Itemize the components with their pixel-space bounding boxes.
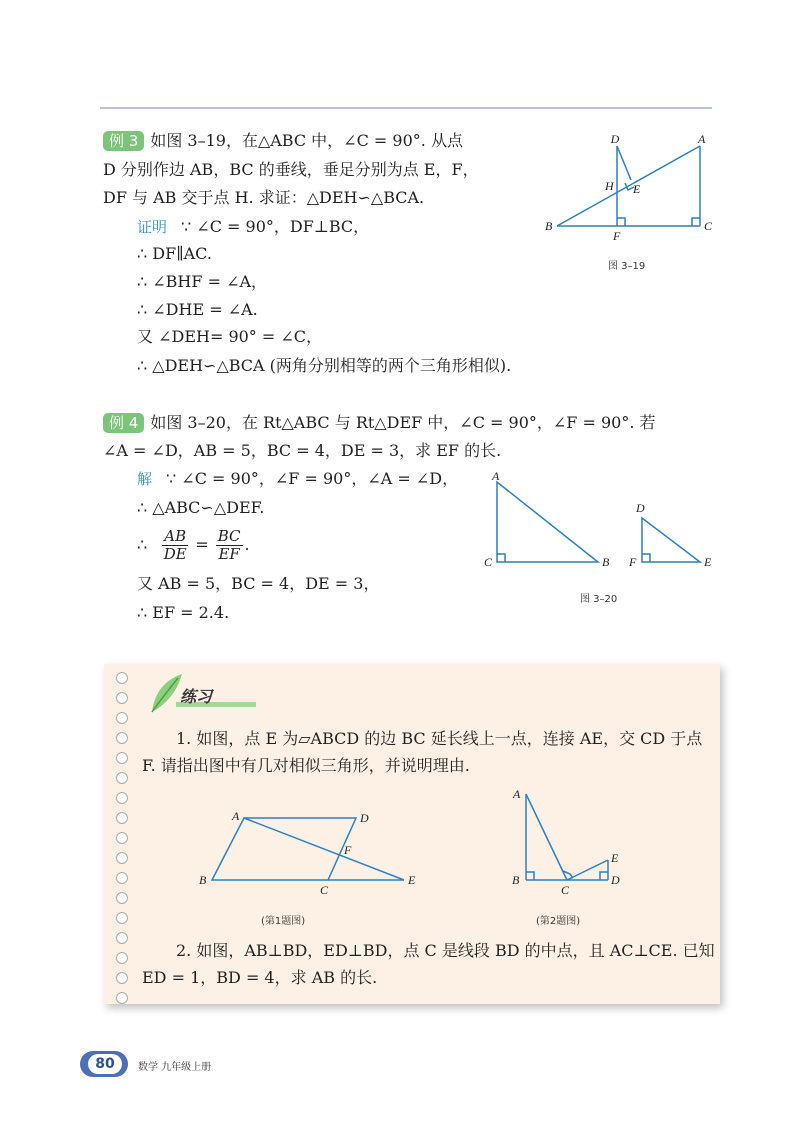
label-E: E bbox=[633, 182, 641, 196]
example3-badge: 例 3 bbox=[103, 131, 144, 151]
label-A3: A bbox=[232, 809, 240, 823]
page-number: 80 bbox=[88, 1054, 122, 1074]
proof-line1-text: ∵ ∠C = 90°，DF⊥BC， bbox=[181, 217, 370, 236]
example3-proof-line2: ∴ DF∥AC. bbox=[137, 244, 212, 263]
binder-ring bbox=[116, 952, 128, 964]
example4-solution-line3 bbox=[137, 528, 250, 563]
exercise-q1-line1: 1. 如图，点 E 为▱ABCD 的边 BC 延长线上一点，连接 AE，交 CD 于点 bbox=[176, 729, 703, 748]
fraction-num-ab: AB bbox=[164, 527, 187, 545]
example4-line1 bbox=[103, 412, 656, 434]
fraction-period: . bbox=[244, 535, 250, 554]
label-H: H bbox=[605, 179, 614, 193]
example3-proof-line6: ∴ △DEH∽△BCA (两角分别相等的两个三角形相似). bbox=[137, 356, 512, 375]
example3-line2: D 分别作边 AB，BC 的垂线，垂足分别为点 E，F， bbox=[103, 160, 479, 179]
label-C4: C bbox=[561, 883, 570, 897]
figure-3-20 bbox=[480, 468, 720, 578]
right-angle-D bbox=[600, 872, 608, 880]
label-E2: E bbox=[704, 555, 712, 569]
example3-proof-line3: ∴ ∠BHF = ∠A， bbox=[137, 272, 268, 291]
example4-badge: 例 4 bbox=[103, 413, 144, 433]
example4-line1-text: 如图 3–20，在 Rt△ABC 与 Rt△DEF 中，∠C = 90°，∠F = 90°. 若 bbox=[150, 413, 656, 432]
label-F2: F bbox=[629, 555, 637, 569]
right-angle-C bbox=[692, 218, 700, 226]
label-B4: B bbox=[512, 873, 520, 887]
label-D: D bbox=[610, 132, 620, 146]
header-rule bbox=[100, 107, 712, 109]
binder-ring bbox=[116, 752, 128, 764]
right-angle-F2 bbox=[642, 554, 650, 562]
label-A2: A bbox=[492, 469, 500, 483]
fraction-den-de: DE bbox=[163, 545, 187, 563]
segment-AE bbox=[244, 818, 404, 880]
binder-ring bbox=[116, 912, 128, 924]
example4-solution-line4: 又 AB = 5，BC = 4，DE = 3， bbox=[137, 574, 380, 593]
exercise-q2-line1: 2. 如图，AB⊥BD，ED⊥BD，点 C 是线段 BD 的中点，且 AC⊥CE. 已知 bbox=[176, 941, 715, 960]
label-B3: B bbox=[199, 873, 207, 887]
label-E3: E bbox=[408, 873, 416, 887]
example4-solution-line1 bbox=[137, 468, 458, 490]
figure-problem-1 bbox=[192, 806, 432, 896]
figure-problem-2 bbox=[505, 782, 635, 897]
caption-3-20: 图 3–20 bbox=[580, 594, 618, 605]
label-A: A bbox=[698, 132, 706, 146]
example3-proof-line1 bbox=[137, 216, 369, 238]
label-F3: F bbox=[344, 843, 352, 857]
binder-ring bbox=[116, 712, 128, 724]
segment-AC bbox=[526, 794, 567, 880]
figure-3-19 bbox=[540, 130, 720, 245]
fraction-num-bc: BC bbox=[217, 527, 241, 545]
segment-DE bbox=[617, 146, 631, 180]
label-C2: C bbox=[484, 555, 493, 569]
proof-keyword: 证明 bbox=[137, 218, 168, 236]
label-B2: B bbox=[602, 555, 610, 569]
caption-problem-1: (第1题图) bbox=[261, 916, 306, 927]
right-angle-B bbox=[526, 872, 534, 880]
example3-line1-text: 如图 3–19，在△ABC 中，∠C = 90°. 从点 bbox=[150, 131, 463, 150]
right-angle-C2 bbox=[497, 554, 505, 562]
binder-ring bbox=[116, 932, 128, 944]
binder-ring bbox=[116, 772, 128, 784]
example3-proof-line5: 又 ∠DEH= 90° = ∠C， bbox=[137, 327, 323, 346]
binder-ring bbox=[116, 672, 128, 684]
fraction-equals: = bbox=[195, 535, 209, 554]
example3-proof-line4: ∴ ∠DHE = ∠A. bbox=[137, 300, 258, 319]
label-D4: D bbox=[611, 873, 620, 887]
label-D2: D bbox=[636, 501, 645, 515]
binder-ring bbox=[116, 972, 128, 984]
example3-line3: DF 与 AB 交于点 H. 求证：△DEH∽△BCA. bbox=[103, 188, 425, 207]
right-angle-F bbox=[617, 218, 625, 226]
binder-ring bbox=[116, 732, 128, 744]
book-title: 数学 九年级上册 bbox=[138, 1062, 212, 1073]
binder-ring bbox=[116, 872, 128, 884]
therefore-symbol: ∴ bbox=[137, 535, 148, 554]
exercise-q1-line2: F. 请指出图中有几对相似三角形，并说明理由. bbox=[142, 756, 470, 775]
binder-ring bbox=[116, 832, 128, 844]
example4-line2: ∠A = ∠D，AB = 5，BC = 4，DE = 3，求 EF 的长. bbox=[103, 441, 502, 460]
label-C3: C bbox=[320, 883, 329, 896]
binder-ring bbox=[116, 812, 128, 824]
example4-solution-line2: ∴ △ABC∽△DEF. bbox=[137, 498, 265, 517]
triangle-ABC bbox=[497, 482, 598, 562]
leaf-icon bbox=[148, 672, 184, 714]
solution-line1-text: ∵ ∠C = 90°，∠F = 90°，∠A = ∠D， bbox=[166, 469, 459, 488]
solution-keyword: 解 bbox=[137, 470, 153, 488]
exercise-title: 练习 bbox=[180, 687, 213, 706]
binder-ring bbox=[116, 692, 128, 704]
segment-BA bbox=[557, 146, 700, 226]
label-C: C bbox=[704, 219, 713, 233]
label-A4: A bbox=[513, 787, 521, 801]
label-B: B bbox=[545, 219, 553, 233]
exercise-q2-line2: ED = 1，BD = 4，求 AB 的长. bbox=[142, 968, 378, 987]
caption-3-19: 图 3–19 bbox=[608, 261, 646, 272]
binder-ring bbox=[116, 992, 128, 1004]
example3-line1 bbox=[103, 130, 463, 152]
label-D3: D bbox=[360, 811, 369, 825]
fraction-ab-de bbox=[162, 528, 188, 563]
binder-ring bbox=[116, 792, 128, 804]
binder-ring bbox=[116, 852, 128, 864]
binder-ring bbox=[116, 892, 128, 904]
fraction-den-ef: EF bbox=[218, 545, 240, 563]
example4-solution-line5: ∴ EF = 2.4. bbox=[137, 603, 230, 622]
label-E4: E bbox=[611, 851, 619, 865]
parallelogram-ABCD bbox=[212, 818, 356, 880]
fraction-bc-ef bbox=[216, 528, 243, 563]
caption-problem-2: (第2题图) bbox=[536, 916, 581, 927]
label-F: F bbox=[613, 229, 621, 243]
